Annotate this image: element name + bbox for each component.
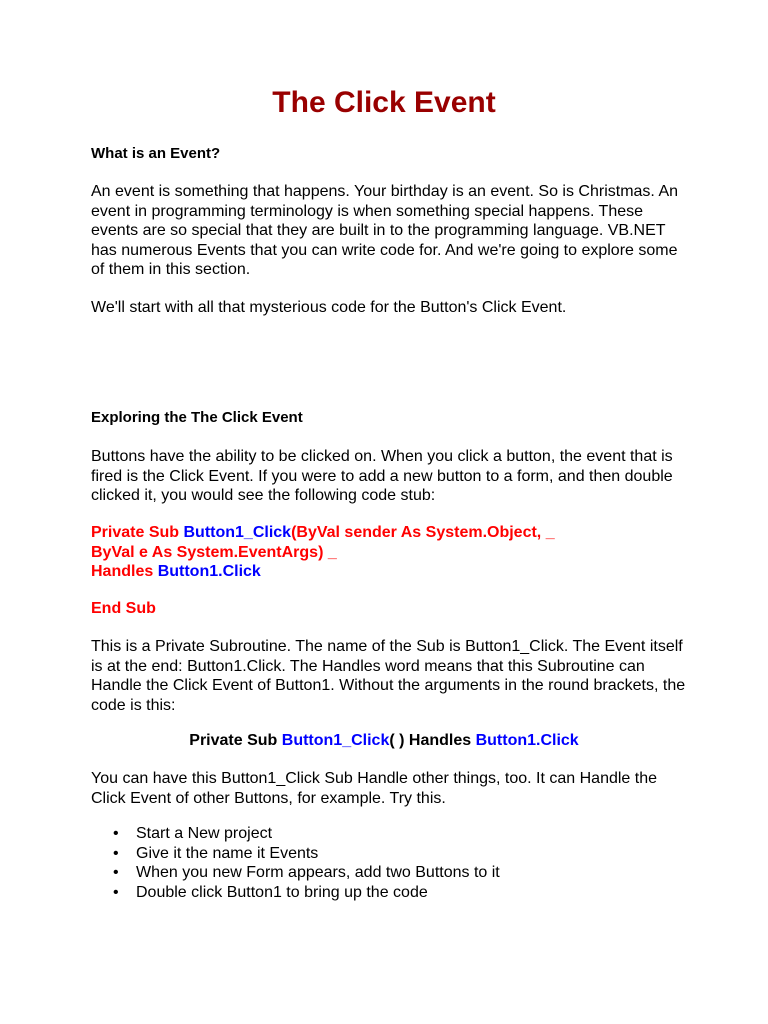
code-short-line bbox=[0, 731, 768, 751]
bullet: • bbox=[113, 883, 119, 901]
subroutine-paragraph: This is a Private Subroutine. The name of the Sub is Button1_Click. The Event itself is at the end: Button1.Click. The Handles word means that this Subroutine can Handle the Click Event of Button1. Without the arguments in the round brackets, the code is this: bbox=[91, 638, 686, 714]
section-heading-what-is-an-event: What is an Event? bbox=[91, 145, 221, 162]
list-item-text: Start a New project bbox=[136, 825, 273, 842]
list-item-text: Give it the name it Events bbox=[136, 844, 319, 862]
short-event: Button1.Click bbox=[475, 732, 579, 749]
code-line-1 bbox=[91, 523, 691, 543]
buttons-paragraph: Buttons have the ability to be clicked on. When you click a button, the event that is fired is the Click Event. If you were to add a new button to a form, and then double clicked it, you would see the following code stub: bbox=[91, 448, 673, 504]
list-item bbox=[91, 883, 691, 903]
section-heading-exploring: Exploring the The Click Event bbox=[91, 409, 303, 426]
short-handles: ( ) Handles bbox=[389, 732, 476, 749]
list-item-text: When you new Form appears, add two Buttons to it bbox=[136, 864, 500, 882]
code-stub bbox=[91, 523, 691, 582]
short-button-click: Button1_Click bbox=[281, 732, 390, 749]
code-handles: Handles bbox=[91, 563, 158, 580]
code-private-sub: Private Sub bbox=[91, 524, 184, 541]
code-button-click-name: Button1_Click bbox=[183, 524, 292, 541]
code-line-3 bbox=[91, 562, 691, 582]
intro-paragraph: An event is something that happens. Your birthday is an event. So is Christmas. An event in programming terminology is when something special happens. These events are so special that they are built in to the programming language. VB.NET has numerous Events that you can write code for. And we're going to explore some of them in this section. bbox=[91, 183, 679, 278]
list-item bbox=[91, 824, 691, 844]
start-paragraph: We'll start with all that mysterious code for the Button's Click Event. bbox=[91, 299, 567, 316]
bullet: • bbox=[113, 864, 119, 882]
bullet: • bbox=[113, 825, 119, 842]
code-end-sub: End Sub bbox=[91, 600, 156, 617]
code-line-2: ByVal e As System.EventArgs) _ bbox=[91, 543, 337, 561]
list-item-text: Double click Button1 to bring up the code bbox=[136, 883, 428, 901]
handle-other-paragraph: You can have this Button1_Click Sub Handle other things, too. It can Handle the Click Event of other Buttons, for example. Try this. bbox=[91, 770, 657, 807]
code-args: (ByVal sender As System.Object, _ bbox=[291, 524, 555, 541]
page-title: The Click Event bbox=[272, 86, 496, 119]
list-item bbox=[91, 844, 691, 864]
steps-list bbox=[91, 824, 691, 902]
bullet: • bbox=[113, 844, 119, 862]
short-private-sub: Private Sub bbox=[189, 732, 282, 749]
code-handled-event: Button1.Click bbox=[157, 563, 261, 580]
list-item bbox=[91, 863, 691, 883]
